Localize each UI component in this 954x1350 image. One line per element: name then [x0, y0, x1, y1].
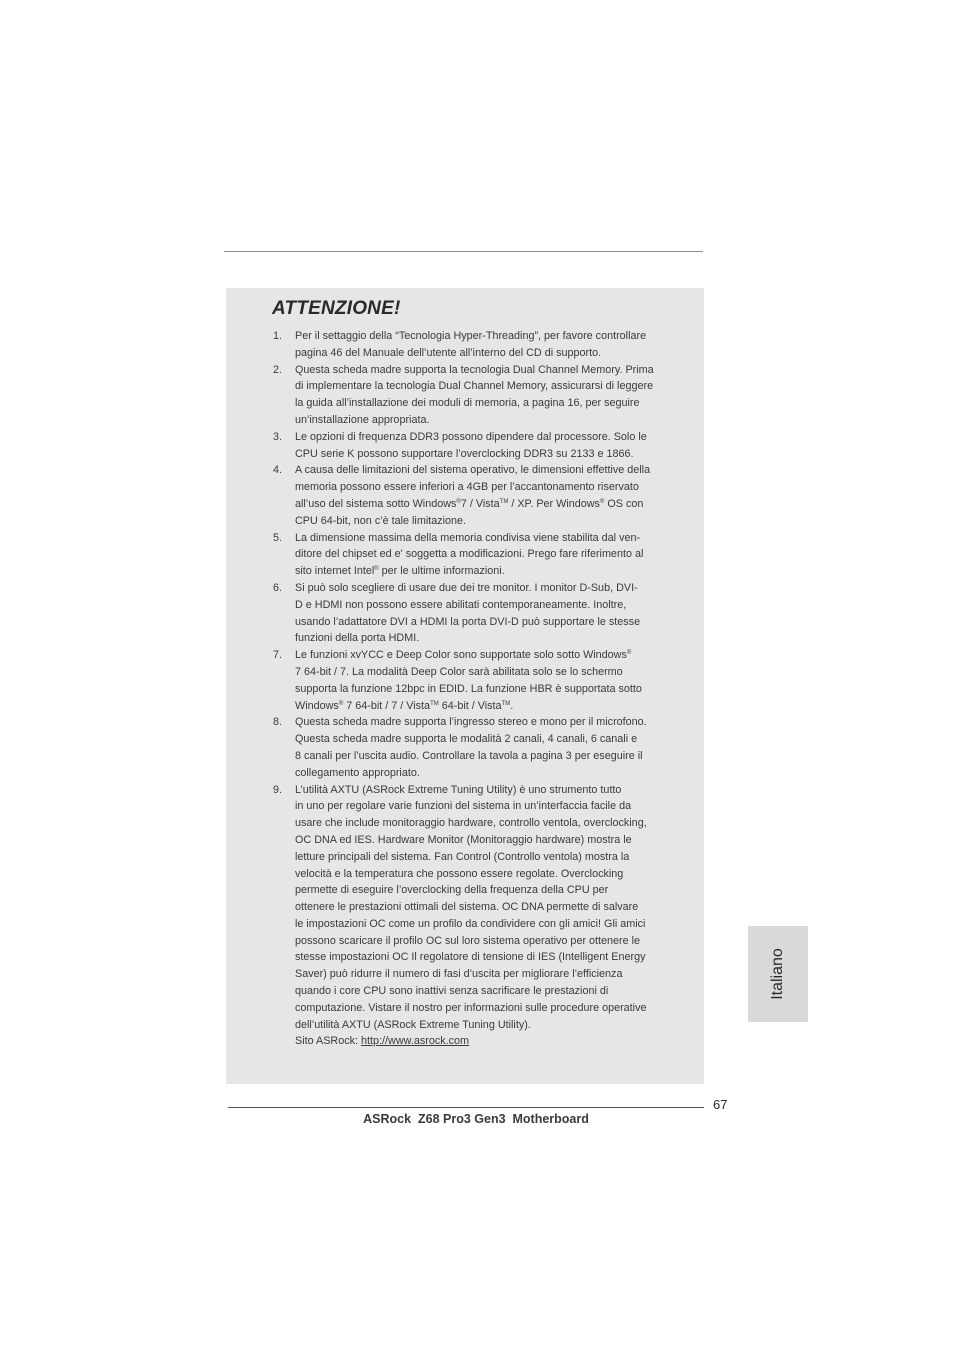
note-number: 6. — [273, 581, 283, 594]
note-text-run: 7 64-bit / 7 / Vista — [343, 699, 431, 712]
note-text-run: Si può solo scegliere di usare due dei tre monitor. I monitor D-Sub, DVI- — [295, 581, 638, 594]
note-text-run: Le funzioni xvYCC e Deep Color sono supportate solo sotto Windows — [295, 649, 627, 662]
note-line — [295, 395, 675, 412]
note-text-run: Windows — [295, 699, 339, 712]
note-text-run: Sito ASRock: — [295, 1035, 362, 1048]
note-line — [295, 496, 675, 513]
note-item — [226, 647, 704, 714]
note-line — [295, 731, 675, 748]
note-text-run: computazione. Vistare il nostro per informazioni sulle procedure operative — [295, 1001, 647, 1014]
note-line — [295, 832, 675, 849]
note-line — [295, 479, 675, 496]
note-line — [295, 681, 675, 698]
note-text-run: le impostazioni OC come un profilo da condividere con gli amici! Gli amici — [295, 917, 646, 930]
note-text-run: possono scaricare il profilo OC sul loro sistema operativo per ottenere le — [295, 934, 641, 947]
note-text — [295, 429, 675, 463]
note-text-run: Questa scheda madre supporta le modalità 2 canali, 4 canali, 6 canali e — [295, 733, 638, 746]
note-item — [226, 328, 704, 362]
note-line — [295, 949, 675, 966]
note-number: 1. — [273, 330, 283, 342]
note-line — [295, 530, 675, 547]
note-line — [295, 782, 675, 799]
note-text-run: 8 canali per l’uscita audio. Controllare la tavola a pagina 3 per eseguire il — [295, 749, 643, 762]
note-text-run: Questa scheda madre supporta l’ingresso stereo e mono per il microfono. — [295, 716, 647, 729]
note-text — [295, 462, 675, 529]
note-text-run: all’uso del sistema sotto Windows — [295, 497, 457, 510]
note-text-run: CPU serie K possono supportare l’overclocking DDR3 su 2133 e 1866. — [295, 447, 634, 460]
note-line — [295, 546, 675, 563]
note-item — [226, 429, 704, 463]
note-text-run: collegamento appropriato. — [295, 766, 420, 779]
trademark-mark: ® — [599, 498, 605, 505]
note-text-run: velocità e la temperatura che possono essere regolate. Overclocking — [295, 867, 624, 880]
note-line — [295, 597, 675, 614]
trademark-mark: ® — [456, 498, 461, 505]
note-number: 8. — [273, 716, 283, 729]
note-text-run: quando i core CPU sono inattivi senza sacrificare le prestazioni di — [295, 985, 609, 998]
note-line — [295, 815, 675, 832]
note-line — [295, 933, 675, 950]
note-line — [295, 1000, 675, 1017]
note-text-run: Per il settaggio della “Tecnologia Hyper-Threading”, per favore controllare — [295, 330, 647, 342]
note-item — [226, 462, 704, 529]
note-text-run: / XP. Per Windows — [508, 497, 600, 510]
note-line — [295, 328, 675, 345]
note-text — [295, 782, 675, 1051]
note-line — [295, 765, 675, 782]
note-number: 9. — [273, 783, 283, 796]
note-line — [295, 378, 675, 395]
note-number: 5. — [273, 531, 283, 544]
note-line — [295, 513, 675, 530]
note-line — [295, 580, 675, 597]
note-line — [295, 849, 675, 866]
header-divider — [224, 251, 703, 252]
note-line — [295, 899, 675, 916]
note-text — [295, 647, 675, 714]
notes-list — [226, 328, 704, 1050]
note-text-run: 7 64-bit / 7. La modalità Deep Color sarà abilitata solo se lo schermo — [295, 665, 623, 678]
note-text-run: . — [510, 699, 514, 712]
note-text-run: memoria possono essere inferiori a 4GB per l’accantonamento riservato — [295, 481, 639, 494]
note-line — [295, 1033, 675, 1050]
note-text-run: D e HDMI non possono essere abilitati contemporaneamente. Inoltre, — [295, 598, 627, 611]
note-item — [226, 714, 704, 781]
note-item — [226, 782, 704, 1051]
note-number: 3. — [273, 430, 283, 443]
note-line — [295, 614, 675, 631]
note-line — [295, 563, 675, 580]
note-text-run: L’utilità AXTU (ASRock Extreme Tuning Utility) è uno strumento tutto — [295, 783, 622, 796]
note-item — [226, 530, 704, 580]
note-text-run: OC DNA ed IES. Hardware Monitor (Monitoraggio hardware) mostra le — [295, 833, 632, 846]
note-text-run: in uno per regolare varie funzioni del sistema in un’interfaccia facile da — [295, 800, 632, 813]
note-item — [226, 580, 704, 647]
note-line — [295, 966, 675, 983]
note-text-run: di implementare la tecnologia Dual Channel Memory, assicurarsi di leggere — [295, 380, 654, 393]
trademark-mark: ® — [338, 700, 344, 707]
language-tab — [748, 926, 808, 1022]
note-line — [295, 882, 675, 899]
note-text-run: la guida all’installazione dei moduli di memoria, a pagina 16, per seguire — [295, 397, 640, 410]
note-text-run: pagina 46 del Manuale dell’utente all’interno del CD di supporto. — [295, 346, 602, 359]
note-text-run: un’installazione appropriata. — [295, 413, 430, 426]
page-number: 67 — [713, 1097, 728, 1112]
note-line — [295, 630, 675, 647]
note-number: 2. — [273, 363, 283, 376]
footer-title: ASRock Z68 Pro3 Gen3 Motherboard — [363, 1112, 589, 1126]
note-line — [295, 345, 675, 362]
note-text-run: Saver) può ridurre il numero di fasi d’uscita per migliorare l’efficienza — [295, 968, 623, 981]
asrock-website-link[interactable]: http://www.asrock.com — [361, 1035, 470, 1048]
note-number: 7. — [273, 649, 283, 662]
note-text-run: OS con — [604, 497, 644, 510]
note-line — [295, 412, 675, 429]
note-text-run: usando l’adattatore DVI a HDMI la porta DVI-D può supportare le stesse — [295, 615, 641, 628]
note-text — [295, 362, 675, 429]
note-line — [295, 362, 675, 379]
note-text-run: 7 / Vista — [460, 497, 500, 510]
note-text-run: La dimensione massima della memoria condivisa viene stabilita dal ven- — [295, 531, 641, 544]
note-text-run: permette di eseguire l’overclocking della frequenza della CPU per — [295, 884, 609, 897]
note-line — [295, 664, 675, 681]
note-text-run: funzioni della porta HDMI. — [295, 632, 420, 645]
note-item — [226, 362, 704, 429]
note-text — [295, 530, 675, 580]
note-text-run: CPU 64-bit, non c’è tale limitazione. — [295, 514, 467, 527]
note-line — [295, 714, 675, 731]
note-line — [295, 748, 675, 765]
trademark-mark: TM — [499, 498, 509, 505]
note-text-run: Questa scheda madre supporta la tecnologia Dual Channel Memory. Prima — [295, 363, 654, 376]
note-line — [295, 429, 675, 446]
note-line — [295, 866, 675, 883]
note-line — [295, 698, 675, 715]
note-line — [295, 916, 675, 933]
trademark-mark: TM — [430, 700, 439, 707]
note-text-run: ditore del chipset ed e' soggetta a modificazioni. Prego fare riferimento al — [295, 548, 644, 561]
note-text-run: supporta la funzione 12bpc in EDID. La funzione HBR è supportata sotto — [295, 682, 642, 695]
note-number: 4. — [273, 464, 283, 477]
note-text-run: letture principali del sistema. Fan Control (Controllo ventola) mostra la — [295, 850, 630, 863]
note-text-run: ottenere le prestazioni ottimali del sistema. OC DNA permette di salvare — [295, 901, 639, 914]
note-line — [295, 446, 675, 463]
language-tab-label: Italiano — [769, 948, 786, 1000]
note-text-run: Le opzioni di frequenza DDR3 possono dipendere dal processore. Solo le — [295, 430, 647, 443]
note-text-run: stesse impostazioni OC Il regolatore di tensione di IES (Intelligent Energy — [295, 951, 646, 964]
note-line — [295, 462, 675, 479]
notice-box — [226, 288, 704, 1084]
note-text — [295, 328, 675, 362]
note-text-run: sito internet Intel — [295, 565, 375, 578]
note-text-run: usare che include monitoraggio hardware, controllo ventola, overclocking, — [295, 817, 647, 830]
note-text — [295, 580, 675, 647]
trademark-mark: ® — [374, 566, 379, 573]
note-text — [295, 714, 675, 781]
note-line — [295, 647, 675, 664]
note-text-run: 64-bit / Vista — [438, 699, 502, 712]
note-text-run: dell’utilità AXTU (ASRock Extreme Tuning Utility). — [295, 1018, 531, 1031]
note-text-run: A causa delle limitazioni del sistema operativo, le dimensioni effettive della — [295, 464, 651, 477]
note-line — [295, 798, 675, 815]
footer-divider — [228, 1107, 704, 1108]
trademark-mark: TM — [501, 700, 511, 707]
note-line — [295, 1017, 675, 1034]
notice-title: ATTENZIONE! — [272, 298, 401, 319]
note-text-run: per le ultime informazioni. — [378, 565, 505, 578]
note-line — [295, 983, 675, 1000]
trademark-mark: ® — [626, 650, 632, 657]
